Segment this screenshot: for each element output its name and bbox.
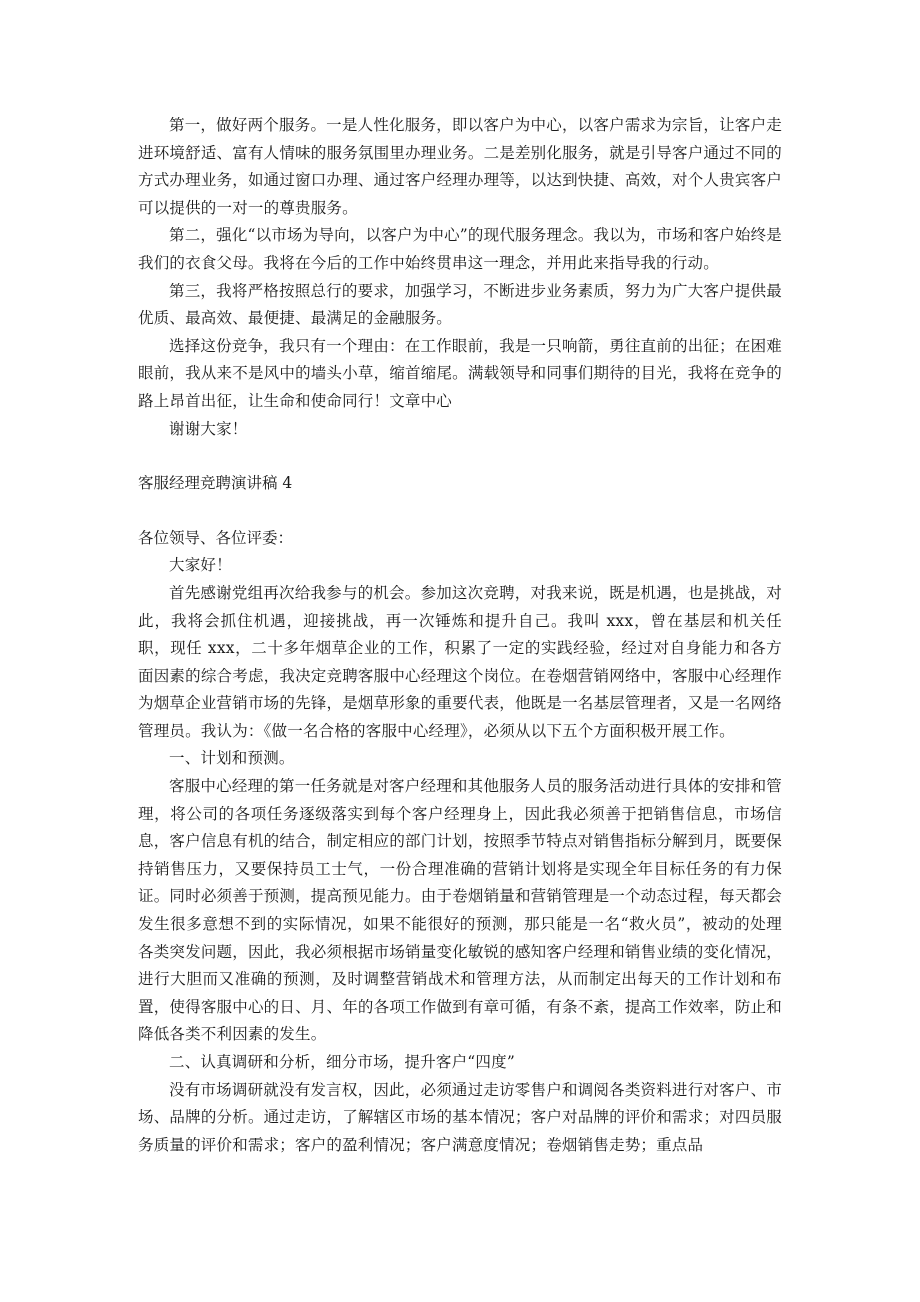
paragraph-closing-reason: 选择这份竞争，我只有一个理由：在工作眼前，我是一只响箭，勇往直前的出征；在困难眼前，我从来不是风中的墙头小草，缩首缩尾。满载领导和同事们期待的目光，我将在竞争的路上昂首出征，让生命和使命同行！文章中心 xyxy=(138,336,782,410)
speech-title: 客服经理竞聘演讲稿 4 xyxy=(138,474,293,493)
paragraph-greeting: 大家好！ xyxy=(169,556,232,575)
section-heading-plan: 一、计划和预测。 xyxy=(169,749,295,768)
section-heading-research: 二、认真调研和分析，细分市场，提升客户“四度” xyxy=(169,1053,515,1071)
paragraph-plan-body: 客服中心经理的第一任务就是对客户经理和其他服务人员的服务活动进行具体的安排和管理，将公司的各项任务逐级落实到每个客户经理身上，因此我必须善于把销售信息，市场信息，客户信息有机的结合，制定相应的部门计划，按照季节特点对销售指标分解到月，既要保持销售压力，又要保持员工士气，一份合理准确的营销计划将是实现全年目标任务的有力保证。同时必须善于预测，提高预见能力。由于卷烟销量和营销管理是一个动态过程，每天都会发生很多意想不到的实际情况，如果不能很好的预测，那只能是一名“救火员”，被动的处理各类突发问题，因此，我必须根据市场销量变化敏锐的感知客户经理和销售业绩的变化情况，进行大胆而又准确的预测，及时调整营销战术和管理方法，从而制定出每天的工作计划和布置，使得客服中心的日、月、年的各项工作做到有章可循，有条不紊，提高工作效率，防止和降低各类不利因素的发生。 xyxy=(138,777,782,1044)
salutation: 各位领导、各位评委： xyxy=(138,528,294,547)
paragraph-service-first: 第一，做好两个服务。一是人性化服务，即以客户为中心，以客户需求为宗旨，让客户走进环境舒适、富有人情味的服务氛围里办理业务。二是差别化服务，就是引导客户通过不同的方式办理业务，如通过窗口办理、通过客户经理办理等，以达到快捷、高效，对个人贵宾客户可以提供的一对一的尊贵服务。 xyxy=(138,116,782,217)
paragraph-introduction: 首先感谢党组再次给我参与的机会。参加这次竞聘，对我来说，既是机遇，也是挑战，对此，我将会抓住机遇，迎接挑战，再一次锤炼和提升自己。我叫 xxx，曾在基层和机关任职，现任 xxx，二十多年烟草企业的工作，积累了一定的实践经验，经过对自身能力和各方面因素的综合考虑，我决定竞聘客服中心经理这个岗位。在卷烟营销网络中，客服中心经理作为烟草企业营销市场的先锋，是烟草形象的重要代表，他既是一名基层管理者，又是一名网络管理员。我认为：《做一名合格的客服中心经理》，必须从以下五个方面积极开展工作。 xyxy=(138,583,782,740)
paragraph-service-second: 第二，强化“以市场为导向，以客户为中心”的现代服务理念。我以为，市场和客户始终是我们的衣食父母。我将在今后的工作中始终贯串这一理念，并用此来指导我的行动。 xyxy=(138,226,782,272)
paragraph-thanks: 谢谢大家！ xyxy=(169,419,248,438)
document-page xyxy=(138,112,782,1159)
paragraph-service-third: 第三，我将严格按照总行的要求，加强学习，不断进步业务素质，努力为广大客户提供最优质、最高效、最便捷、最满足的金融服务。 xyxy=(138,281,782,328)
paragraph-research-body: 没有市场调研就没有发言权，因此，必须通过走访零售户和调阅各类资料进行对客户、市场、品牌的分析。通过走访，了解辖区市场的基本情况；客户对品牌的评价和需求；对四员服务质量的评价和需求；客户的盈利情况；客户满意度情况；卷烟销售走势；重点品 xyxy=(138,1080,782,1154)
